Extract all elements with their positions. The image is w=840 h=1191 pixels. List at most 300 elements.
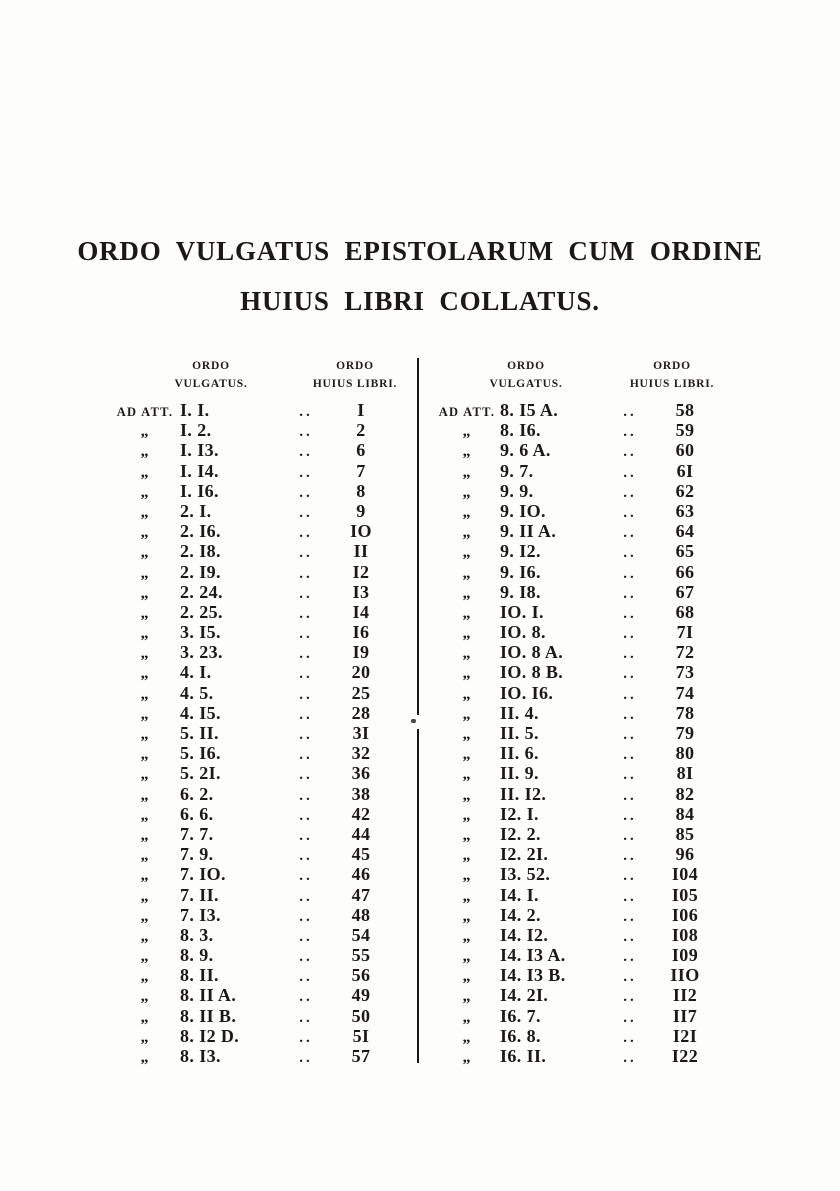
- scan-artifact-dot: [411, 719, 416, 723]
- dot-leader: ..: [623, 908, 637, 925]
- ditto-mark: „: [140, 645, 150, 663]
- ditto-mark: „: [140, 806, 150, 824]
- dot-leader: ..: [299, 504, 313, 521]
- table-row: [434, 420, 724, 440]
- table-row: [434, 905, 724, 925]
- huius-libri-number: I: [357, 400, 365, 420]
- ditto-mark: „: [462, 645, 472, 663]
- ditto-mark: „: [140, 584, 150, 602]
- table-row: [110, 461, 400, 481]
- huius-libri-number: 82: [675, 783, 695, 804]
- table-row: [434, 723, 724, 743]
- ditto-mark: „: [462, 968, 472, 986]
- dot-leader: ..: [623, 404, 637, 420]
- vulgate-reference: 8. II B.: [180, 1005, 237, 1026]
- ditto-mark: „: [140, 1008, 150, 1026]
- dot-leader: ..: [299, 1050, 313, 1066]
- huius-libri-number: 38: [351, 783, 371, 804]
- huius-libri-number: 68: [675, 601, 695, 622]
- ditto-mark: „: [462, 726, 472, 743]
- dot-leader: ..: [623, 767, 637, 784]
- vulgate-reference: I6. II.: [500, 1046, 547, 1066]
- huius-libri-number: 64: [675, 521, 695, 542]
- table-row: [434, 804, 724, 824]
- ditto-mark: „: [140, 625, 150, 643]
- dot-leader: ..: [623, 565, 637, 582]
- table-row: [110, 602, 400, 622]
- vulgate-reference: 7. 7.: [180, 823, 214, 844]
- vulgate-reference: 2. I.: [180, 500, 212, 521]
- table-row: [110, 804, 400, 824]
- dot-leader: ..: [299, 827, 313, 844]
- dot-leader: ..: [299, 1009, 313, 1026]
- table-row: [110, 683, 400, 703]
- huius-libri-number: 8I: [676, 763, 694, 784]
- page-title-line1: ORDO VULGATUS EPISTOLARUM CUM ORDINE: [77, 236, 763, 266]
- table-row: [110, 501, 400, 521]
- dot-leader: ..: [299, 767, 313, 784]
- dot-leader: ..: [623, 807, 637, 824]
- huius-libri-number: IO: [350, 521, 372, 542]
- table-row: [110, 622, 400, 642]
- dot-leader: ..: [623, 626, 637, 643]
- vulgate-reference: 2. 24.: [180, 581, 223, 602]
- huius-libri-number: 32: [351, 743, 371, 764]
- huius-libri-number: I2: [352, 561, 370, 582]
- table-row: [434, 1046, 724, 1066]
- vulgate-reference: 9. IO.: [500, 500, 546, 521]
- ditto-mark: „: [140, 604, 150, 622]
- table-row: [110, 743, 400, 763]
- huius-libri-number: I05: [671, 884, 699, 905]
- table-row: [110, 1006, 400, 1026]
- table-row: [434, 864, 724, 884]
- huius-libri-number: 45: [351, 844, 371, 865]
- ditto-mark: „: [462, 665, 472, 683]
- ditto-mark: „: [462, 948, 472, 966]
- table-row: [434, 582, 724, 602]
- dot-leader: ..: [299, 424, 313, 441]
- table-row: [434, 521, 724, 541]
- huius-libri-number: 49: [351, 985, 371, 1006]
- table-row: [434, 965, 724, 985]
- vulgate-reference: 4. 5.: [180, 682, 214, 703]
- vulgate-reference: I4. I.: [500, 884, 539, 905]
- vulgate-reference: 8. II.: [180, 965, 219, 986]
- dot-leader: ..: [299, 646, 313, 663]
- vulgate-reference: 5. 2I.: [180, 763, 221, 784]
- ditto-mark: „: [462, 867, 472, 885]
- vulgate-reference: IO. 8.: [500, 622, 546, 643]
- table-row: [110, 1026, 400, 1046]
- ditto-mark: „: [140, 887, 150, 905]
- huius-libri-number: 59: [675, 420, 695, 441]
- dot-leader: ..: [299, 464, 313, 481]
- huius-libri-number: 25: [351, 682, 371, 703]
- vulgate-reference: 8. 3.: [180, 924, 214, 945]
- vulgate-reference: I6. 7.: [500, 1005, 541, 1026]
- table-row: [110, 784, 400, 804]
- dot-leader: ..: [623, 464, 637, 481]
- dot-leader: ..: [623, 747, 637, 764]
- huius-libri-number: I06: [671, 904, 699, 925]
- dot-leader: ..: [299, 1029, 313, 1046]
- dot-leader: ..: [299, 888, 313, 905]
- table-row: [110, 1046, 400, 1066]
- dot-leader: ..: [299, 626, 313, 643]
- huius-libri-number: 7: [356, 460, 366, 481]
- table-row: [434, 703, 724, 723]
- dot-leader: ..: [299, 484, 313, 501]
- column-header-ordo-vulgatus: [438, 357, 614, 395]
- dot-leader: ..: [623, 928, 637, 945]
- vulgate-reference: II. 5.: [500, 723, 539, 743]
- huius-libri-number: I9: [352, 642, 370, 663]
- dot-leader: ..: [299, 565, 313, 582]
- table-row: [434, 1006, 724, 1026]
- vulgate-reference: I4. I3 B.: [500, 965, 566, 986]
- dot-leader: ..: [299, 949, 313, 966]
- vulgate-reference: 7. II.: [180, 884, 219, 905]
- ditto-mark: „: [140, 544, 150, 562]
- table-row: [434, 602, 724, 622]
- ditto-mark: „: [140, 1049, 150, 1066]
- ditto-mark: „: [140, 705, 150, 723]
- vulgate-reference: 5. I6.: [180, 743, 221, 764]
- ditto-mark: „: [462, 564, 472, 582]
- vulgate-reference: 9. 6 A.: [500, 440, 551, 461]
- huius-libri-number: 67: [675, 581, 695, 602]
- dot-leader: ..: [299, 727, 313, 743]
- huius-libri-number: 5I: [352, 1025, 370, 1046]
- table-row: [110, 703, 400, 723]
- huius-libri-number: I04: [671, 864, 699, 885]
- ditto-mark: „: [462, 786, 472, 804]
- vulgate-reference: I2. 2.: [500, 823, 541, 844]
- dot-leader: ..: [299, 787, 313, 804]
- dot-leader: ..: [623, 504, 637, 521]
- table-row: [110, 420, 400, 440]
- huius-libri-number: 65: [675, 541, 695, 562]
- table-row: [434, 1026, 724, 1046]
- huius-libri-number: I6: [352, 622, 370, 643]
- vulgate-reference: 7. IO.: [180, 864, 226, 885]
- vulgate-reference: 2. I9.: [180, 561, 221, 582]
- dot-leader: ..: [623, 525, 637, 542]
- ditto-mark: „: [462, 584, 472, 602]
- ditto-mark: „: [462, 625, 472, 643]
- huius-libri-number: 74: [675, 682, 695, 703]
- table-rows: [110, 400, 400, 1066]
- ditto-mark: „: [462, 907, 472, 925]
- vulgate-reference: 9. II A.: [500, 521, 557, 542]
- ditto-mark: „: [140, 968, 150, 986]
- huius-libri-number: 6: [356, 440, 366, 461]
- dot-leader: ..: [623, 827, 637, 844]
- table-row: [434, 945, 724, 965]
- dot-leader: ..: [299, 928, 313, 945]
- huius-libri-number: I3: [352, 581, 370, 602]
- dot-leader: ..: [623, 969, 637, 986]
- ditto-mark: „: [462, 443, 472, 461]
- ditto-mark: „: [140, 665, 150, 683]
- dot-leader: ..: [299, 525, 313, 542]
- huius-libri-number: 47: [351, 884, 371, 905]
- vulgate-reference: II. 6.: [500, 743, 539, 764]
- vulgate-reference: 5. II.: [180, 723, 219, 743]
- table-row: [110, 400, 400, 420]
- ditto-mark: „: [462, 705, 472, 723]
- table-row: [434, 541, 724, 561]
- ditto-mark: „: [140, 988, 150, 1006]
- row-label-ad-att: AD ATT.: [438, 405, 496, 419]
- huius-libri-number: 20: [351, 662, 371, 683]
- huius-libri-number: 50: [351, 1005, 371, 1026]
- huius-libri-number: 54: [351, 924, 371, 945]
- ditto-mark: „: [140, 726, 150, 743]
- dot-leader: ..: [299, 989, 313, 1006]
- vulgate-reference: 9. 9.: [500, 480, 534, 501]
- dot-leader: ..: [623, 868, 637, 885]
- column-header-ordo-huius-libri: [300, 357, 410, 395]
- huius-libri-number: II7: [672, 1005, 698, 1026]
- ditto-mark: „: [140, 483, 150, 501]
- table-row: [110, 521, 400, 541]
- ditto-mark: „: [462, 988, 472, 1006]
- vulgate-reference: 2. I6.: [180, 521, 221, 542]
- huius-libri-number: 66: [675, 561, 695, 582]
- dot-leader: ..: [623, 989, 637, 1006]
- dot-leader: ..: [623, 848, 637, 865]
- table-row: [434, 562, 724, 582]
- vulgate-reference: 9. I6.: [500, 561, 541, 582]
- huius-libri-number: 60: [675, 440, 695, 461]
- ditto-mark: „: [140, 463, 150, 481]
- table-row: [434, 824, 724, 844]
- ditto-mark: „: [462, 927, 472, 945]
- huius-libri-number: 55: [351, 945, 371, 966]
- huius-libri-number: 58: [675, 400, 695, 420]
- vulgate-reference: 3. 23.: [180, 642, 223, 663]
- vulgate-reference: II. I2.: [500, 783, 547, 804]
- vulgate-reference: IO. 8 B.: [500, 662, 564, 683]
- dot-leader: ..: [299, 605, 313, 622]
- table-row: [434, 662, 724, 682]
- ditto-mark: „: [140, 927, 150, 945]
- vulgate-reference: 2. 25.: [180, 601, 223, 622]
- vulgate-reference: II. 4.: [500, 702, 539, 723]
- ditto-mark: „: [462, 604, 472, 622]
- column-header-ordo-vulgatus: [123, 357, 299, 395]
- ditto-mark: „: [462, 524, 472, 542]
- vulgate-reference: I4. 2I.: [500, 985, 549, 1006]
- dot-leader: ..: [623, 686, 637, 703]
- ditto-mark: „: [140, 564, 150, 582]
- vulgate-reference: IO. 8 A.: [500, 642, 564, 663]
- dot-leader: ..: [299, 747, 313, 764]
- vulgate-reference: I2. I.: [500, 803, 539, 824]
- dot-leader: ..: [299, 686, 313, 703]
- huius-libri-number: I09: [671, 945, 699, 966]
- ditto-mark: „: [462, 423, 472, 441]
- ditto-mark: „: [140, 685, 150, 703]
- table-row: [110, 763, 400, 783]
- huius-libri-number: 72: [675, 642, 695, 663]
- huius-libri-number: II2: [672, 985, 698, 1006]
- header-ordo: ORDO: [653, 360, 691, 372]
- vulgate-reference: IO. I.: [500, 601, 544, 622]
- dot-leader: ..: [623, 787, 637, 804]
- dot-leader: ..: [623, 1050, 637, 1066]
- huius-libri-number: 79: [675, 723, 695, 743]
- dot-leader: ..: [623, 605, 637, 622]
- table-row: [434, 440, 724, 460]
- dot-leader: ..: [623, 727, 637, 743]
- ditto-mark: „: [462, 483, 472, 501]
- huius-libri-number: 57: [351, 1046, 371, 1066]
- table-row: [434, 481, 724, 501]
- dot-leader: ..: [623, 1009, 637, 1026]
- vulgate-reference: 8. I5 A.: [500, 400, 559, 420]
- vulgate-reference: I. I.: [180, 400, 210, 420]
- huius-libri-number: 2: [356, 420, 366, 441]
- ditto-mark: „: [462, 463, 472, 481]
- dot-leader: ..: [623, 444, 637, 461]
- ditto-mark: „: [462, 1028, 472, 1046]
- vulgate-reference: 8. I2 D.: [180, 1025, 240, 1046]
- table-row: [434, 622, 724, 642]
- dot-leader: ..: [623, 706, 637, 723]
- ditto-mark: „: [140, 524, 150, 542]
- table-row: [110, 440, 400, 460]
- vulgate-reference: I4. I3 A.: [500, 945, 566, 966]
- vulgate-reference: I. I3.: [180, 440, 219, 461]
- huius-libri-number: 42: [351, 803, 371, 824]
- vulgate-reference: 4. I5.: [180, 702, 221, 723]
- table-row: [110, 541, 400, 561]
- header-ordo: ORDO: [336, 360, 374, 372]
- vulgate-reference: 4. I.: [180, 662, 212, 683]
- huius-libri-number: 56: [351, 965, 371, 986]
- huius-libri-number: 6I: [676, 460, 694, 481]
- table-row: [434, 985, 724, 1005]
- header-vulgatus: VULGATUS.: [489, 378, 563, 390]
- ditto-mark: „: [462, 806, 472, 824]
- ditto-mark: „: [140, 746, 150, 764]
- ditto-mark: „: [462, 544, 472, 562]
- header-huius-libri: HUIUS LIBRI.: [312, 378, 398, 390]
- dot-leader: ..: [623, 545, 637, 562]
- column-divider-rule-top: [417, 358, 419, 715]
- table-row: [110, 965, 400, 985]
- table-row: [110, 905, 400, 925]
- ditto-mark: „: [462, 685, 472, 703]
- table-row: [434, 461, 724, 481]
- ditto-mark: „: [140, 948, 150, 966]
- table-row: [110, 844, 400, 864]
- dot-leader: ..: [623, 666, 637, 683]
- vulgate-reference: 3. I5.: [180, 622, 221, 643]
- table-header: [110, 357, 400, 395]
- ditto-mark: „: [140, 867, 150, 885]
- header-vulgatus: VULGATUS.: [174, 378, 248, 390]
- dot-leader: ..: [623, 424, 637, 441]
- huius-libri-number: I2I: [672, 1025, 698, 1046]
- dot-leader: ..: [299, 807, 313, 824]
- ditto-mark: „: [140, 1028, 150, 1046]
- vulgate-reference: II. 9.: [500, 763, 539, 784]
- huius-libri-number: 36: [351, 763, 371, 784]
- dot-leader: ..: [623, 484, 637, 501]
- table-row: [110, 662, 400, 682]
- huius-libri-number: 48: [351, 904, 371, 925]
- huius-libri-number: 73: [675, 662, 695, 683]
- concordance-table-left: [110, 357, 400, 1066]
- table-row: [434, 743, 724, 763]
- table-row: [110, 723, 400, 743]
- huius-libri-number: 8: [356, 480, 366, 501]
- dot-leader: ..: [623, 949, 637, 966]
- table-rows: [434, 400, 724, 1066]
- vulgate-reference: 9. I2.: [500, 541, 541, 562]
- vulgate-reference: I. I6.: [180, 480, 219, 501]
- huius-libri-number: 63: [675, 500, 695, 521]
- vulgate-reference: I6. 8.: [500, 1025, 541, 1046]
- huius-libri-number: 44: [351, 823, 371, 844]
- table-row: [110, 562, 400, 582]
- vulgate-reference: 8. 9.: [180, 945, 214, 966]
- huius-libri-number: 46: [351, 864, 371, 885]
- table-row: [434, 400, 724, 420]
- table-row: [110, 885, 400, 905]
- dot-leader: ..: [299, 848, 313, 865]
- table-row: [110, 864, 400, 884]
- column-divider-rule-bottom: [417, 729, 419, 1063]
- huius-libri-number: I08: [671, 924, 699, 945]
- column-header-ordo-huius-libri: [617, 357, 727, 395]
- row-label-ad-att: AD ATT.: [116, 405, 174, 419]
- dot-leader: ..: [299, 908, 313, 925]
- table-row: [434, 885, 724, 905]
- huius-libri-number: 9: [356, 500, 366, 521]
- huius-libri-number: II: [353, 541, 369, 562]
- vulgate-reference: I. 2.: [180, 420, 212, 441]
- huius-libri-number: 80: [675, 743, 695, 764]
- ditto-mark: „: [462, 1049, 472, 1066]
- vulgate-reference: I4. 2.: [500, 904, 541, 925]
- page-title-line2: HUIUS LIBRI COLLATUS.: [240, 286, 600, 316]
- huius-libri-number: 84: [675, 803, 695, 824]
- table-row: [110, 824, 400, 844]
- ditto-mark: „: [462, 847, 472, 865]
- dot-leader: ..: [623, 1029, 637, 1046]
- huius-libri-number: 85: [675, 823, 695, 844]
- vulgate-reference: 7. I3.: [180, 904, 221, 925]
- dot-leader: ..: [299, 666, 313, 683]
- vulgate-reference: I4. I2.: [500, 924, 549, 945]
- huius-libri-number: IIO: [670, 965, 700, 986]
- concordance-table-right: [434, 357, 724, 1066]
- huius-libri-number: 62: [675, 480, 695, 501]
- huius-libri-number: 3I: [352, 723, 370, 743]
- table-row: [434, 784, 724, 804]
- table-row: [110, 582, 400, 602]
- vulgate-reference: 9. 7.: [500, 460, 534, 481]
- ditto-mark: „: [140, 423, 150, 441]
- vulgate-reference: 6. 6.: [180, 803, 214, 824]
- ditto-mark: „: [140, 766, 150, 784]
- table-row: [434, 501, 724, 521]
